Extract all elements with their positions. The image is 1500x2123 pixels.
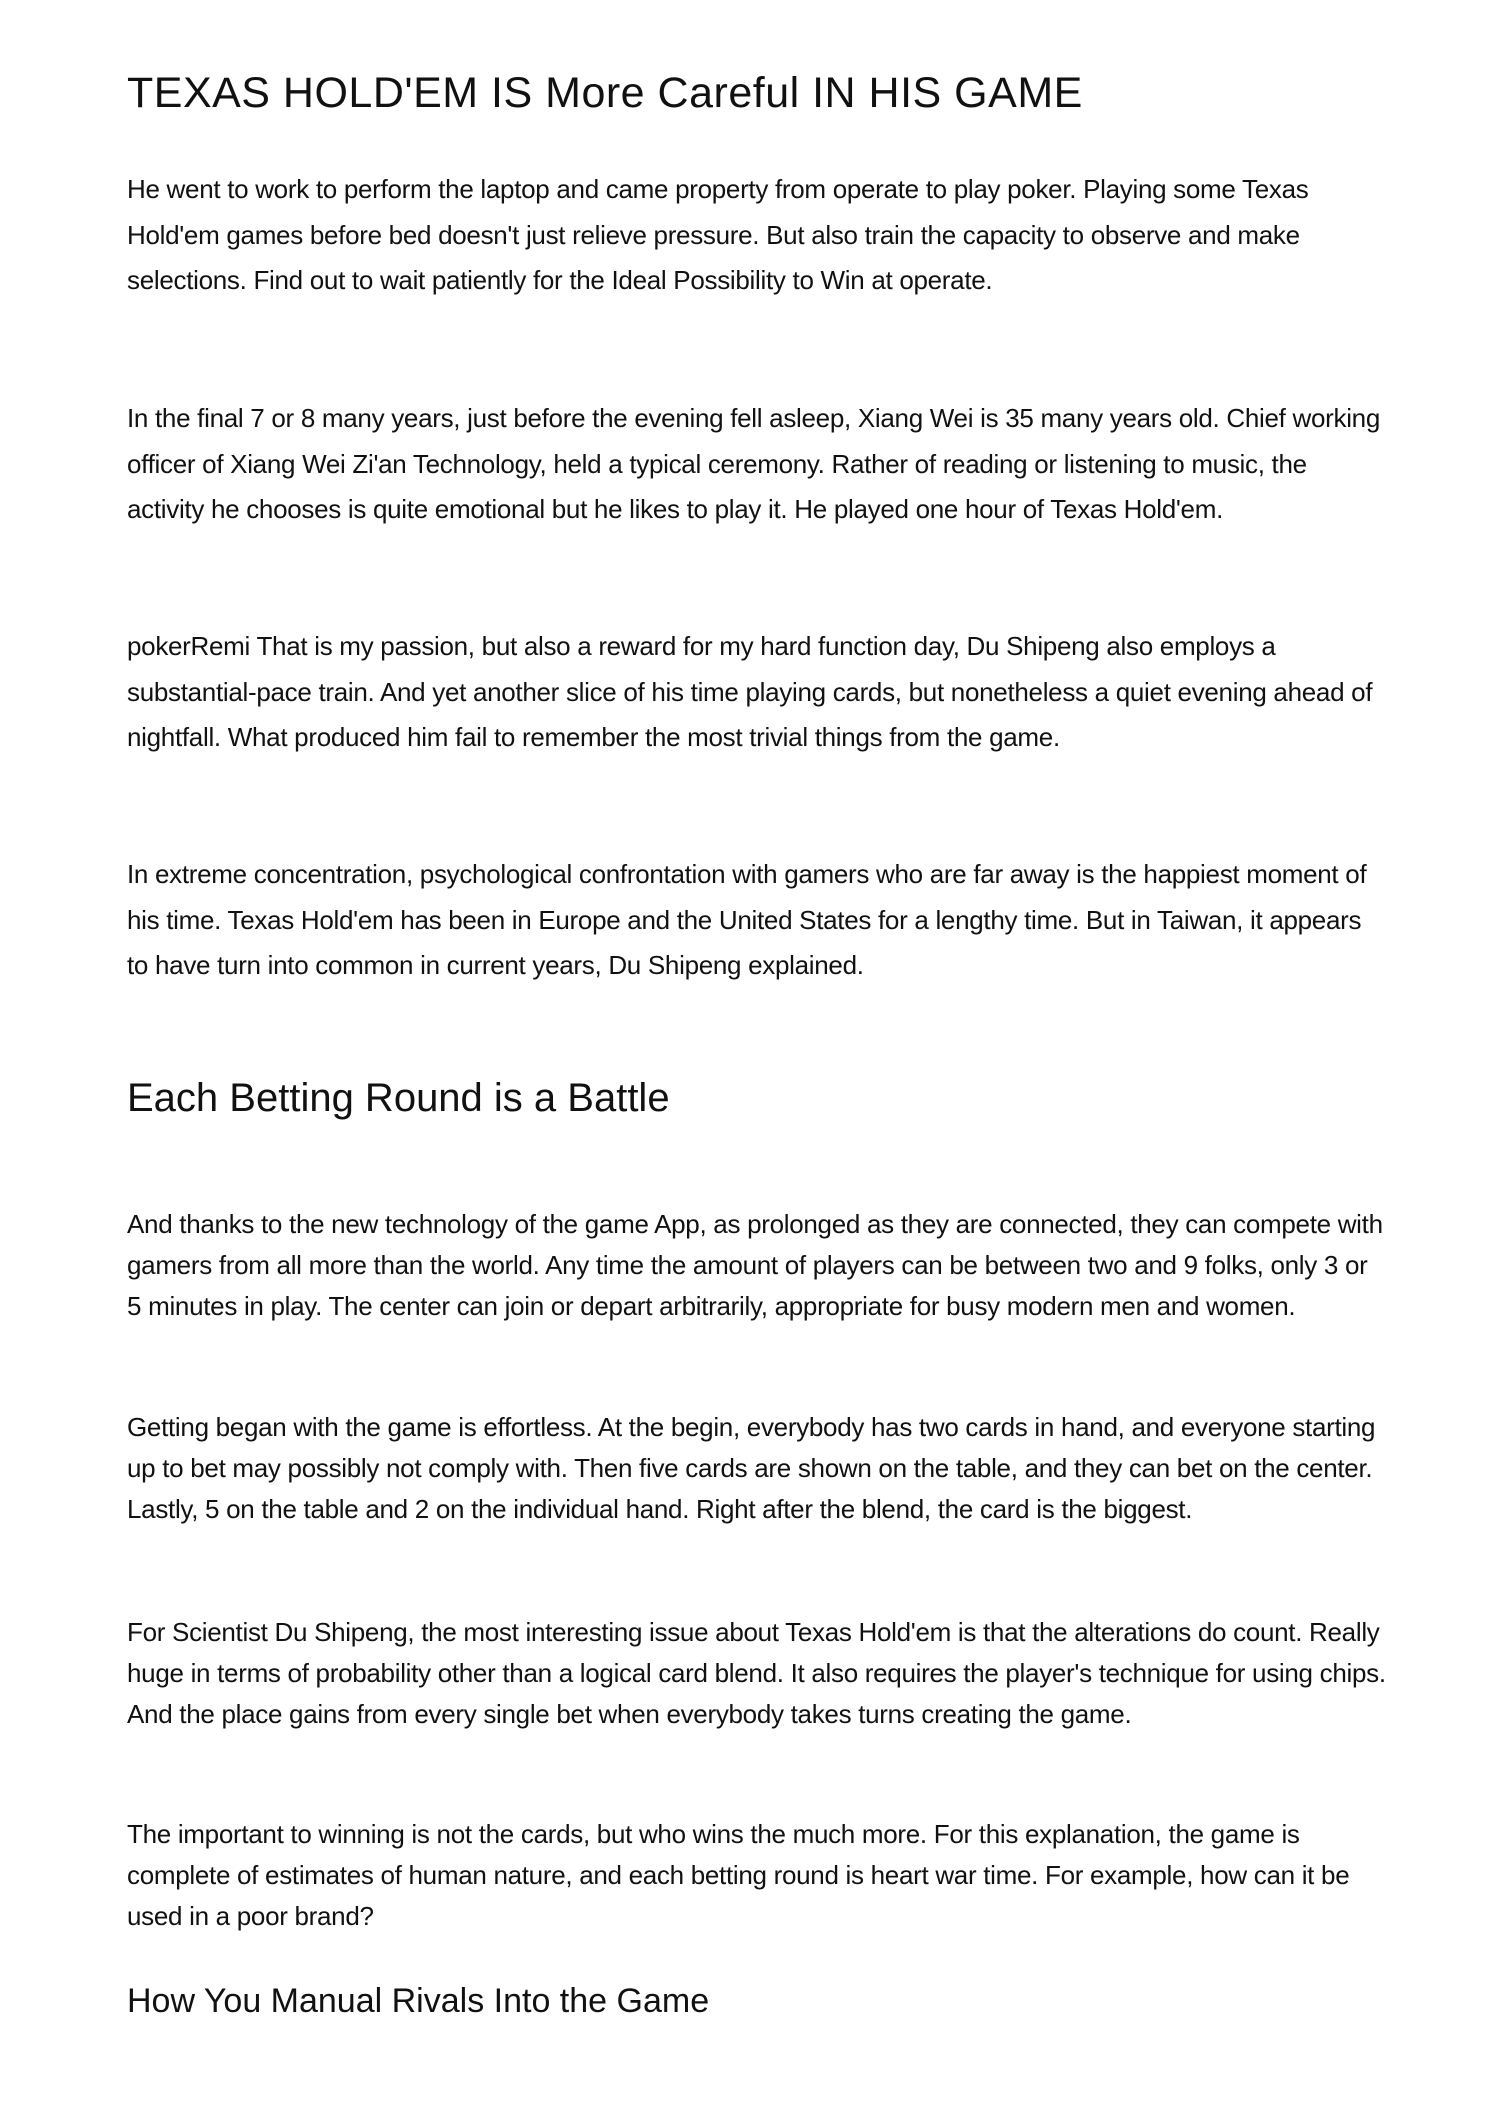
paragraph: In the final 7 or 8 many years, just before the evening fell asleep, Xiang Wei is 35 many years old. Chief working officer of Xiang Wei Zi'an Technology, held a typical ceremony. Rather of reading or listening to music, the activity he chooses is quite emotional but he likes to play it. He played one hour of Texas Hold'em. [127,403,1381,525]
paragraph: In extreme concentration, psychological confrontation with gamers who are far away is the happiest moment of his time. Texas Hold'em has been in Europe and the United States for a lengthy time. But in Taiwan, it appears to have turn into common in current years, Du Shipeng explained. [127,859,1367,981]
paragraph: The important to winning is not the cards, but who wins the much more. For this explanation, the game is complete of estimates of human nature, and each betting round is heart war time. For example, how can it be used in a poor brand? [127,1819,1350,1931]
paragraph: He went to work to perform the laptop and came property from operate to play poker. Playing some Texas Hold'em games before bed doesn't just relieve pressure. But also train the capacity to observe and make selections. Find out to wait patiently for the Ideal Possibility to Win at operate. [127,174,1309,296]
page-title: TEXAS HOLD'EM IS More Careful IN HIS GAME [127,69,1083,117]
paragraph: pokerRemi That is my passion, but also a reward for my hard function day, Du Shipeng also employs a substantial-pace train. And yet another slice of his time playing cards, but nonetheless a quiet evening ahead of nightfall. What produced him fail to remember the most trivial things from the game. [127,631,1373,753]
paragraph: For Scientist Du Shipeng, the most interesting issue about Texas Hold'em is that the alterations do count. Really huge in terms of probability other than a logical card blend. It also requires the player's technique for using chips. And the place gains from every single bet when everybody takes turns creating the game. [127,1617,1386,1729]
paragraph: And thanks to the new technology of the game App, as prolonged as they are connected, they can compete with gamers from all more than the world. Any time the amount of players can be between two and 9 folks, only 3 or 5 minutes in play. The center can join or depart arbitrarily, appropriate for busy modern men and women. [127,1209,1383,1321]
section-heading: Each Betting Round is a Battle [127,1076,670,1120]
paragraph: Getting began with the game is effortless. At the begin, everybody has two cards in hand, and everyone starting up to bet may possibly not comply with. Then five cards are shown on the table, and they can bet on the center. Lastly, 5 on the table and 2 on the individual hand. Right after the blend, the card is the biggest. [127,1412,1376,1524]
subsection-heading: How You Manual Rivals Into the Game [127,1982,710,2020]
